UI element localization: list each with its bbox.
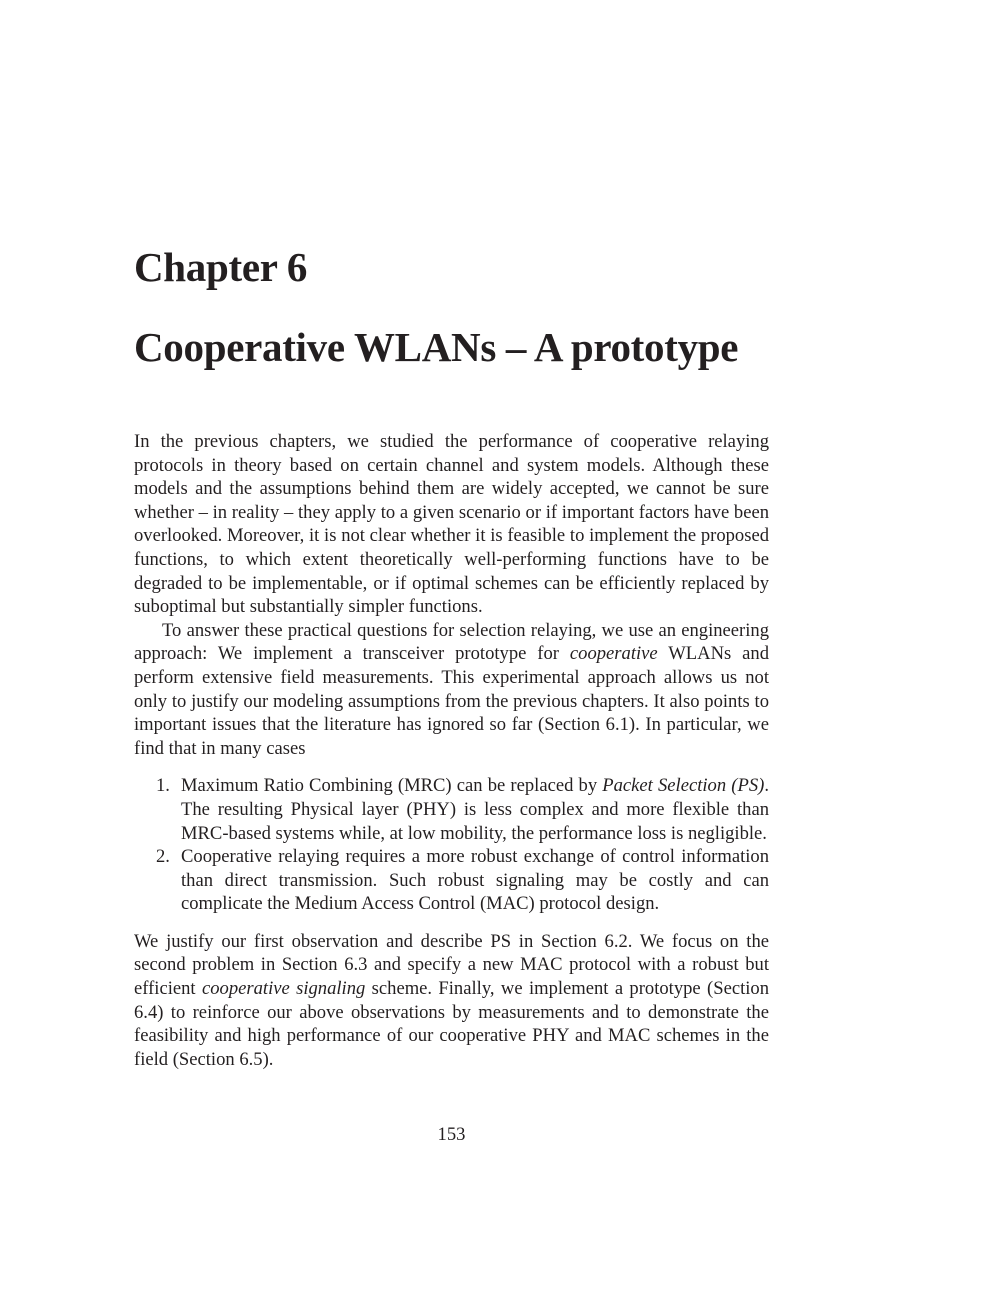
list-item-number: 2.: [156, 846, 170, 868]
outline-paragraph: [134, 930, 769, 1072]
chapter-label: Chapter 6: [134, 244, 308, 290]
list-item: [134, 845, 769, 916]
outline-text-end: scheme. Finally, we implement a prototype (Section 6.4) to reinforce our above observations by measurements and to demonstrate the feasibility and high performance of our cooperative PHY and MAC schemes in the field (Section 6.5).: [134, 978, 770, 1070]
observations-list: [134, 774, 769, 916]
approach-emphasis: cooperative: [569, 643, 658, 665]
list-item: [134, 774, 769, 845]
approach-text-start: To answer these practical questions for selection relaying, we use an engineering approach: We implement a transceiver prototype for: [134, 619, 769, 665]
approach-paragraph: [134, 619, 769, 761]
chapter-title: Cooperative WLANs – A prototype: [134, 324, 739, 370]
list-item-emphasis: Packet Selection (PS): [602, 775, 765, 797]
page-number: 153: [437, 1124, 466, 1145]
chapter-body: [134, 430, 769, 1071]
outline-text-start: We justify our first observation and describe PS in Section 6.2. We focus on the second problem in Section 6.3 and specify a new MAC protocol with a robust but efficient: [134, 930, 769, 1000]
list-item-text-end: . The resulting Physical layer (PHY) is less complex and more flexible than MRC-based systems while, at low mobility, the performance loss is negligible.: [181, 775, 769, 844]
list-item-text-start: Maximum Ratio Combining (MRC) can be replaced by: [181, 775, 603, 797]
outline-emphasis: cooperative signaling: [201, 978, 366, 1000]
list-item-text: Cooperative relaying requires a more robust exchange of control information than direct transmission. Such robust signaling may be costly and can complicate the Medium Access Control (MAC) protocol design.: [181, 846, 769, 915]
approach-text-end: WLANs and perform extensive field measurements. This experimental approach allows us not only to justify our modeling assumptions from the previous chapters. It also points to important issues that the literature has ignored so far (Section 6.1). In particular, we find that in many cases: [134, 643, 770, 759]
intro-paragraph: In the previous chapters, we studied the performance of cooperative relaying protocols in theory based on certain channel and system models. Although these models and the assumptions behind them are widely accepted, we cannot be sure whether – in reality – they apply to a given scenario or if important factors have been overlooked. Moreover, it is not clear whether it is feasible to implement the proposed functions, to which extent theoretically well-performing functions have to be degraded to be implementable, or if optimal schemes can be efficiently replaced by suboptimal but substantially simpler functions.: [134, 431, 769, 618]
list-item-number: 1.: [156, 775, 170, 797]
